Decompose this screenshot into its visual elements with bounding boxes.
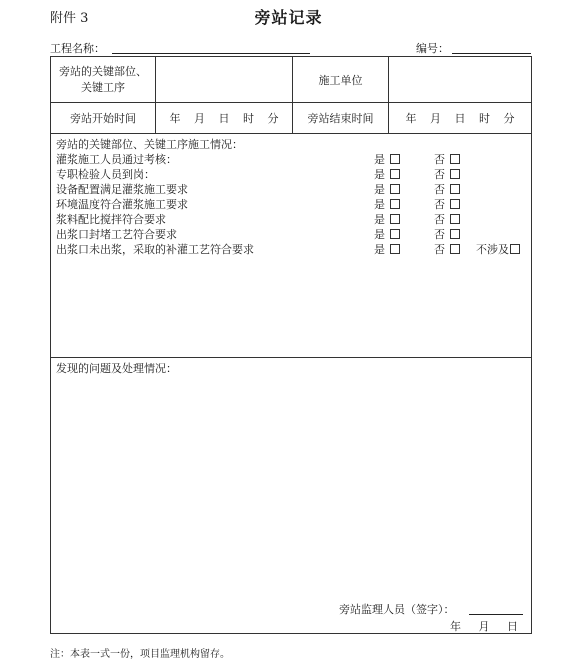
page-title: 旁站记录 [254, 8, 323, 27]
check-item-label: 环境温度符合灌浆施工要求 [56, 198, 188, 211]
checkbox-icon[interactable] [450, 184, 460, 194]
check-row [56, 211, 526, 226]
no-label: 否 [434, 153, 445, 166]
yes-checkbox[interactable] [374, 151, 400, 167]
yes-label: 是 [374, 243, 385, 256]
sign-month-unit: 月 [478, 620, 490, 633]
end-day-unit: 日 [454, 112, 466, 125]
check-item-label: 灌浆施工人员通过考核： [56, 153, 177, 166]
checkbox-icon[interactable] [390, 154, 400, 164]
check-row [56, 181, 526, 196]
check-item-label: 出浆口未出浆，采取的补灌工艺符合要求 [56, 243, 254, 256]
checkbox-icon[interactable] [450, 244, 460, 254]
problems-section [51, 358, 532, 634]
checkbox-icon[interactable] [390, 229, 400, 239]
construction-status-title: 旁站的关键部位、关键工序施工情况： [56, 138, 243, 151]
end-hour-unit: 时 [479, 112, 490, 125]
end-time-value[interactable] [389, 103, 532, 134]
end-month-unit: 月 [430, 112, 441, 125]
checkbox-icon[interactable] [390, 169, 400, 179]
check-item-label: 出浆口封堵工艺符合要求 [56, 228, 177, 241]
signature-date[interactable] [443, 618, 525, 634]
checkbox-icon[interactable] [390, 184, 400, 194]
no-label: 否 [434, 168, 445, 181]
yes-checkbox[interactable] [374, 181, 400, 197]
checkbox-icon[interactable] [450, 229, 460, 239]
station-record-table [50, 56, 532, 634]
checkbox-icon[interactable] [450, 214, 460, 224]
check-row [56, 166, 526, 181]
checkbox-icon[interactable] [450, 154, 460, 164]
checkbox-icon[interactable] [390, 244, 400, 254]
no-checkbox[interactable] [434, 196, 460, 212]
key-part-label: 旁站的关键部位、关键工序 [51, 57, 156, 103]
checkbox-icon[interactable] [390, 214, 400, 224]
end-year-unit: 年 [405, 112, 417, 125]
construction-unit-value[interactable] [389, 57, 532, 103]
yes-checkbox[interactable] [374, 211, 400, 227]
end-time-label: 旁站结束时间 [293, 103, 389, 134]
end-minute-unit: 分 [503, 112, 515, 125]
yes-checkbox[interactable] [374, 241, 400, 257]
key-part-value[interactable] [156, 57, 293, 103]
yes-label: 是 [374, 213, 385, 226]
check-row [56, 226, 526, 241]
attachment-number: 附件 3 [50, 11, 89, 26]
start-day-unit: 日 [218, 112, 230, 125]
start-time-label: 旁站开始时间 [51, 103, 156, 134]
yes-label: 是 [374, 228, 385, 241]
yes-checkbox[interactable] [374, 196, 400, 212]
no-checkbox[interactable] [434, 226, 460, 242]
check-row [56, 151, 526, 166]
start-minute-unit: 分 [267, 112, 279, 125]
start-year-unit: 年 [169, 112, 181, 125]
no-checkbox[interactable] [434, 151, 460, 167]
not-applicable-checkbox[interactable] [476, 241, 520, 257]
check-row [56, 196, 526, 211]
number-field[interactable] [452, 53, 531, 54]
yes-label: 是 [374, 153, 385, 166]
no-label: 否 [434, 243, 445, 256]
yes-label: 是 [374, 198, 385, 211]
start-hour-unit: 时 [243, 112, 254, 125]
project-name-label: 工程名称： [50, 42, 105, 55]
yes-label: 是 [374, 183, 385, 196]
signature-field[interactable] [469, 614, 523, 615]
no-checkbox[interactable] [434, 166, 460, 182]
no-label: 否 [434, 198, 445, 211]
yes-checkbox[interactable] [374, 166, 400, 182]
number-label: 编号： [416, 42, 449, 55]
check-row [56, 241, 526, 256]
check-item-label: 设备配置满足灌浆施工要求 [56, 183, 188, 196]
no-label: 否 [434, 213, 445, 226]
no-checkbox[interactable] [434, 211, 460, 227]
no-label: 否 [434, 228, 445, 241]
not-applicable-label: 不涉及 [476, 243, 509, 256]
checkbox-icon[interactable] [390, 199, 400, 209]
project-name-field[interactable] [112, 53, 310, 54]
problems-title: 发现的问题及处理情况： [56, 362, 177, 375]
no-checkbox[interactable] [434, 241, 460, 257]
yes-checkbox[interactable] [374, 226, 400, 242]
sign-year-unit: 年 [450, 620, 461, 633]
start-time-value[interactable] [156, 103, 293, 134]
no-label: 否 [434, 183, 445, 196]
yes-label: 是 [374, 168, 385, 181]
check-item-label: 专职检验人员到岗： [56, 168, 155, 181]
check-item-label: 浆料配比搅拌符合要求 [56, 213, 166, 226]
supervisor-signature-label: 旁站监理人员（签字）： [339, 603, 455, 616]
construction-status-section [51, 134, 532, 358]
checkbox-icon[interactable] [450, 199, 460, 209]
construction-unit-label: 施工单位 [293, 57, 389, 103]
sign-day-unit: 日 [507, 620, 518, 633]
checkbox-icon[interactable] [450, 169, 460, 179]
start-month-unit: 月 [194, 112, 205, 125]
no-checkbox[interactable] [434, 181, 460, 197]
footnote: 注：本表一式一份，项目监理机构留存。 [50, 649, 230, 660]
checkbox-icon[interactable] [510, 244, 520, 254]
